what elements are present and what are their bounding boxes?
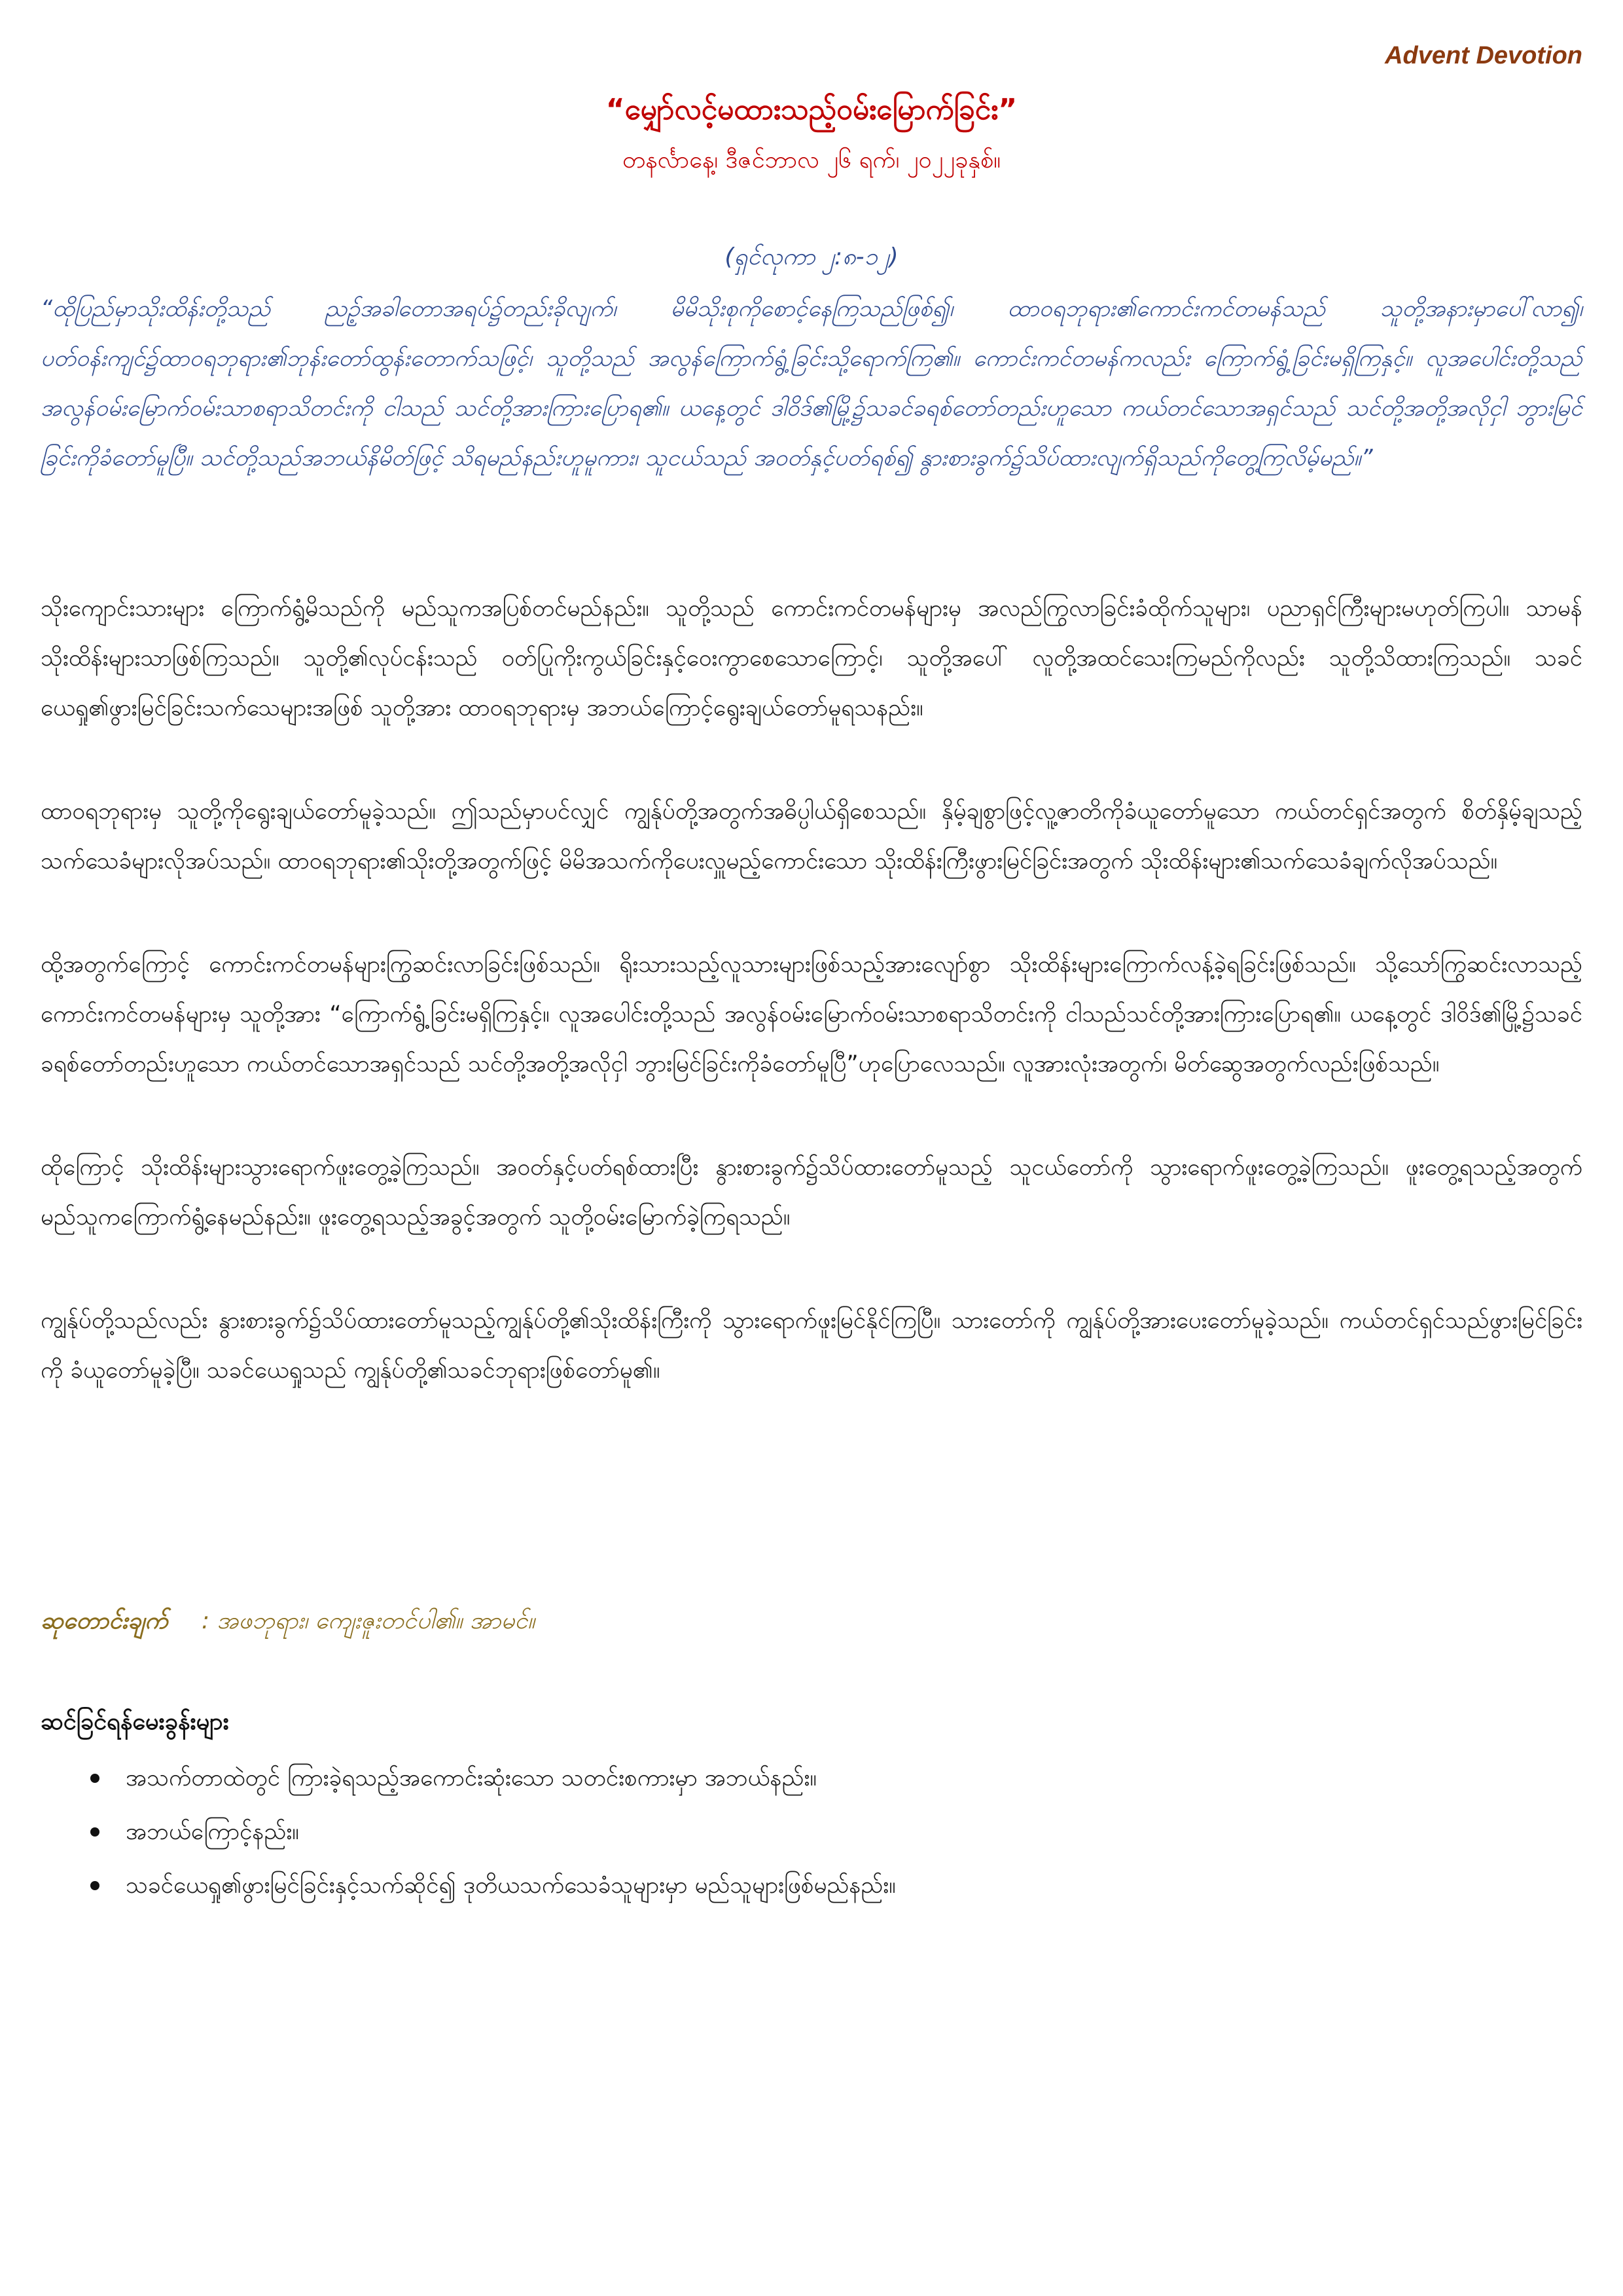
prayer-text: : အဖဘုရား၊ ကျေးဇူးတင်ပါ၏။ အာမင်။ <box>201 1607 535 1634</box>
questions-title: ဆင်ခြင်ရန်မေးခွန်းများ <box>41 1708 229 1735</box>
bullet-icon <box>90 1881 99 1890</box>
devotion-date: တနင်္လာနေ့၊ ဒီဇင်ဘာလ ၂၆ ရက်၊ ၂၀၂၂ခုနှစ်။ <box>622 147 1001 173</box>
body-paragraph: ထာဝရဘုရားမှ သူတို့ကိုရွေးချယ်တော်မူခဲ့သည်။ ဤသည်မှာပင်လျှင် ကျွန်ုပ်တို့အတွက်အဓိပ္ပါယ်ရှိစေသည်။ နှိမ့်ချစွာဖြင့်လူ့ဇာတိကိုခံယူတော်မူသော ကယ်တင်ရှင်အတွက် စိတ်နှိမ့်ချသည့်သက်သေခံများလိုအပ်သည်။ ထာဝရဘုရား၏သိုးတို့အတွက်ဖြင့် မိမိအသက်ကိုပေးလှူမည့်ကောင်းသော သိုးထိန်းကြီးဖွားမြင်ခြင်းအတွက် သိုးထိန်းများ၏သက်သေခံချက်လိုအပ်သည်။ <box>41 798 1582 874</box>
scripture-reference: (ရှင်လုကာ ၂:၈-၁၂) <box>724 243 899 270</box>
question-text: သခင်ယေရှု၏ဖွားမြင်ခြင်းနှင့်သက်ဆိုင်၍ ဒုတိယသက်သေခံသူများမှာ မည်သူများဖြစ်မည်နည်း။ <box>126 1873 896 1899</box>
body-paragraph: သိုးကျောင်းသားများ ကြောက်ရွံ့မိသည်ကို မည်သူကအပြစ်တင်မည်နည်း။ သူတို့သည် ကောင်းကင်တမန်များမှ အလည်ကြွလာခြင်းခံထိုက်သူများ၊ ပညာရှင်ကြီးများမဟုတ်ကြပါ။ သာမန်သိုးထိန်းများသာဖြစ်ကြသည်။ သူတို့၏လုပ်ငန်းသည် ဝတ်ပြုကိုးကွယ်ခြင်းနှင့်ဝေးကွာစေသောကြောင့်၊ သူတို့အပေါ် လူတို့အထင်သေးကြမည်ကိုလည်း သူတို့သိထားကြသည်။ သခင်ယေရှု၏ဖွားမြင်ခြင်းသက်သေများအဖြစ် သူတို့အား ထာဝရဘုရားမှ အဘယ်ကြောင့်ရွေးချယ်တော်မူရသနည်း။ <box>41 596 1582 721</box>
body-paragraph: ထိုကြောင့် သိုးထိန်းများသွားရောက်ဖူးတွေ့ခဲ့ကြသည်။ အဝတ်နှင့်ပတ်ရစ်ထားပြီး နွားစားခွက်၌သိပ်ထားတော်မူသည့် သူငယ်တော်ကို သွားရောက်ဖူးတွေ့ခဲ့ကြသည်။ ဖူးတွေ့ရသည့်အတွက် မည်သူကကြောက်ရွံ့နေမည်နည်း။ ဖူးတွေ့ရသည့်အခွင့်အတွက် သူတို့ဝမ်းမြောက်ခဲ့ကြရသည်။ <box>41 1155 1582 1230</box>
prayer-line <box>41 1605 535 1640</box>
question-item <box>41 1805 1582 1859</box>
scripture-text: “ထိုပြည်မှာသိုးထိန်းတို့သည် ညဉ့်အခါတောအရပ်၌တည်းခိုလျက်၊ မိမိသိုးစုကိုစောင့်နေကြသည်ဖြစ်၍၊ ထာဝရဘုရား၏ကောင်းကင်တမန်သည် သူတို့အနားမှာပေါ်လာ၍၊ ပတ်ဝန်းကျင်၌ထာဝရဘုရား၏ဘုန်းတော်ထွန်းတောက်သဖြင့်၊ သူတို့သည် အလွန်ကြောက်ရွံ့ခြင်းသို့ရောက်ကြ၏။ ကောင်းကင်တမန်ကလည်း ကြောက်ရွံ့ခြင်းမရှိကြနှင့်။ လူအပေါင်းတို့သည် အလွန်ဝမ်းမြောက်ဝမ်းသာစရာသိတင်းကို ငါသည် သင်တို့အားကြားပြောရ၏။ ယနေ့တွင် ဒါဝိဒ်၏မြို့၌သခင်ခရစ်တော်တည်းဟူသော ကယ်တင်သောအရှင်သည် သင်တို့အတို့အလိုငှါ ဘွားမြင်ခြင်းကိုခံတော်မူပြီ။ သင်တို့သည်အဘယ်နိမိတ်ဖြင့် သိရမည်နည်းဟူမူကား၊ သူငယ်သည် အဝတ်နှင့်ပတ်ရစ်၍ နွားစားခွက်၌သိပ်ထားလျက်ရှိသည်ကိုတွေ့ကြလိမ့်မည်။” <box>41 296 1582 471</box>
question-item <box>41 1751 1582 1805</box>
questions-list <box>41 1751 1582 1912</box>
devotion-title: “မျှော်လင့်မထားသည့်ဝမ်းမြောက်ခြင်း” <box>605 93 1018 126</box>
prayer-label: ဆုတောင်းချက် <box>41 1607 168 1634</box>
question-text: အဘယ်ကြောင့်နည်း။ <box>126 1819 299 1845</box>
header-tag: Advent Devotion <box>1385 42 1582 69</box>
body-paragraph: ကျွန်ုပ်တို့သည်လည်း နွားစားခွက်၌သိပ်ထားတော်မူသည့်ကျွန်ုပ်တို့၏သိုးထိန်းကြီးကို သွားရောက်ဖူးမြင်နိုင်ကြပြီ။ သားတော်ကို ကျွန်ုပ်တို့အားပေးတော်မူခဲ့သည်။ ကယ်တင်ရှင်သည်ဖွားမြင်ခြင်းကို ခံယူတော်မူခဲ့ပြီ။ သခင်ယေရှုသည် ကျွန်ုပ်တို့၏သခင်ဘုရားဖြစ်တော်မူ၏။ <box>41 1308 1582 1384</box>
body-paragraph: ထို့အတွက်ကြောင့် ကောင်းကင်တမန်များကြွဆင်းလာခြင်းဖြစ်သည်။ ရိုးသားသည့်လူသားများဖြစ်သည့်အားလျော်စွာ သိုးထိန်းများကြောက်လန့်ခဲ့ရခြင်းဖြစ်သည်။ သို့သော်ကြွဆင်းလာသည့်ကောင်းကင်တမန်များမှ သူတို့အား “ကြောက်ရွံ့ခြင်းမရှိကြနှင့်။ လူအပေါင်းတို့သည် အလွန်ဝမ်းမြောက်ဝမ်းသာစရာသိတင်းကို ငါသည်သင်တို့အားကြားပြောရ၏။ ယနေ့တွင် ဒါဝိဒ်၏မြို့၌သခင်ခရစ်တော်တည်းဟူသော ကယ်တင်သောအရှင်သည် သင်တို့အတို့အလိုငှါ ဘွားမြင်ခြင်းကိုခံတော်မူပြီ”ဟုပြောလေသည်။ လူအားလုံးအတွက်၊ မိတ်ဆွေအတွက်လည်းဖြစ်သည်။ <box>41 952 1582 1077</box>
devotion-body <box>41 584 1582 1449</box>
scripture-block <box>41 241 1582 483</box>
question-item <box>41 1859 1582 1912</box>
bullet-icon <box>90 1774 99 1783</box>
bullet-icon <box>90 1827 99 1837</box>
question-text: အသက်တာထဲတွင် ကြားခဲ့ရသည့်အကောင်းဆုံးသော သတင်းစကားမှာ အဘယ်နည်း။ <box>126 1765 817 1791</box>
